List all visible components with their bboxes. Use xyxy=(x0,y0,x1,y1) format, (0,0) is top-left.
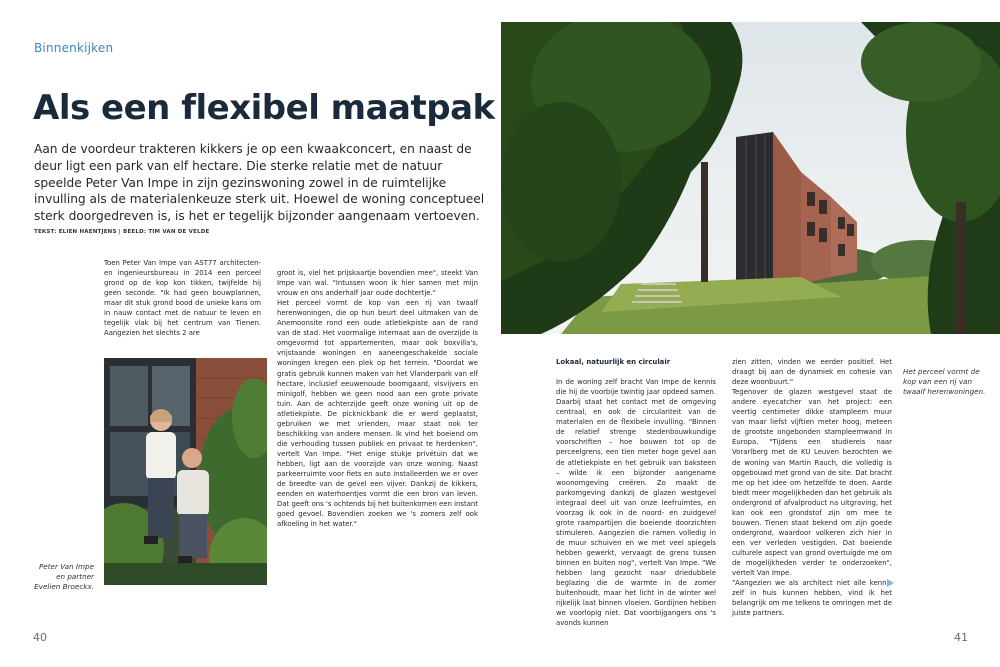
section-subheading: Lokaal, natuurlijk en circulair xyxy=(556,358,671,367)
body-text-1: Toen Peter Van Impe van AST77 architecten- en ingenieursbureau in 2014 een perceel grond op de kop kon tikken, twijfelde hij geen seconde. "Ik had geen bouwplannen, maar dit stuk grond bood de unieke kans om in nauw contact met de natuur te leven en tegelijk vlak bij het centrum van Tienen. Aangezien het slechts 2 are xyxy=(104,259,261,338)
article-credits: TEKST: ELIEN HAENTJENS | BEELD: TIM VAN DE VELDE xyxy=(34,229,210,235)
continue-arrow-icon xyxy=(887,579,894,587)
portrait-photo xyxy=(104,358,267,585)
article-intro: Aan de voordeur trakteren kikkers je op een kwaakconcert, en naast de deur ligt een park van elf hectare. Die sterke relatie met de natuur speelde Peter Van Impe in zijn gezinswoning zowel in de ruimtelijke invulling als de materialenkeuze sterk uit. Hoewel de woning conceptueel sterk doorgedreven is, is het er tegelijk bijzonder aangenaam vertoeven. xyxy=(34,142,485,224)
body-text-4: zien zitten, vinden we eerder positief. Het draagt bij aan de dynamiek en cohesie van deze woonbuurt." Tegenover de glazen westgevel staat de andere eyecatcher van het project: een veertig centimeter dikke stampleem muur van maar liefst vijftien meter hoog, meteen de grootste ongebonden stampleemwand in Europa. "Tijdens een studiereis naar Vorarlberg met de KU Leuven bezochten we de woning van Martin Rauch, die volledig is opgebouwd met grond van de site. Dat bracht me op het idee om hetzelfde te doen. Aarde biedt meer mogelijkheden dan het gebruik als ondergrond of afvalproduct na uitgraving, het kan ook een grondstof zijn om mee te bouwen. Tienen staat bekend om zijn goede ondergrond, waardoor volkeren zich hier in een ver verleden vestigden. Dat boeiende culturele aspect van grond overtuigde me om de mogelijkheden verder te onderzoeken", vertelt Van Impe. "Aangezien we als architect niet alle kennis zelf in huis kunnen hebben, vind ik het belangrijk om me telkens te omringen met de juiste partners. xyxy=(732,358,892,618)
photo-caption-right: Het perceel vormt de kop van een rij van twaalf herenwoningen. xyxy=(903,367,986,396)
building-image xyxy=(501,22,1000,334)
body-column-3 xyxy=(556,347,716,638)
page-number-left: 40 xyxy=(33,631,47,644)
page-number-right: 41 xyxy=(954,631,968,644)
portrait-image xyxy=(104,358,267,585)
article-headline: Als een flexibel maatpak xyxy=(33,88,495,128)
body-text-3: In de woning zelf bracht Van Impe de kennis die hij de voorbije twintig jaar opdeed samen. Daarbij staat het contact met de omgeving centraal, en ook de circulariteit van de materialen en de flexibele invulling. "Binnen de relatief strenge stedenbouwkundige voorschriften – hoe bouwen tot op de perceelgrens, een tien meter hoge gevel aan de atletiekpiste en het gebruik van baksteen – wilde ik een bijzonder aangename woonomgeving creëren. Zo maakt de parkomgeving dankzij de glazen westgevel integraal deel uit van onze leefruimtes, en voorzag ik ook in de noord- en zuidgevel grote raampartijen die boeiende doorzichten stimuleren. Aangezien die ramen volledig in de muur schuiven en we met veel spiegels hebben gewerkt, vervaagt de grens tussen binnen en buiten nog", vertelt Van Impe. "We hebben lang gezocht naar driedubbele beglazing die de warmte in de zomer buitenhoudt, maar het licht in de winter wel rijkelijk laat binnen vloeien. Gordijnen hebben we voorlopig niet. Dat voorbijgangers ons 's avonds kunnen xyxy=(556,378,716,628)
body-text-2: groot is, viel het prijskaartje bovendien mee", steekt Van Impe van wal. "Intussen woon ik hier samen met mijn vrouw en ons anderhalf jaar oude dochtertje." Het perceel vormt de kop van een rij van twaalf herenwoningen, die op hun beurt deel uitmaken van de Anemoonsite rond een oude atletiekpiste aan de rand van de stad. Het voormalige internaat aan de overzijde is omgevormd tot appartementen, maar ook boxvilla's, vrijstaande woningen en aaneengeschakelde sociale woningen kregen een plek op het terrein. "Doordat we gratis gebruik kunnen maken van het Vlanderpark van elf hectare, inclusief eeuwenoude boomgaard, visvijvers en minigolf, hebben we geen nood aan een grote private tuin. Aan de achterzijde geeft onze woning uit op de atletiekpiste. De picknickbank die er werd geplaatst, gebruiken we met vrienden, maar staat ook ter beschikking van andere mensen. Ik vind het boeiend om die verhouding tussen publiek en privaat te herdenken", vertelt Van Impe. "Het enige stukje privétuin dat we hebben, ligt aan de voorzijde van onze woning. Naast parkeerruimte voor fiets en auto installeerden we er over de breedte van de gevel een vijver. Dankzij de kikkers, eenden en waterhoentjes vormt die een bron van leven. Dat geeft ons 's ochtends bij het buitenkomen een instant goed gevoel. Bovendien zoeken we 's zomers zelf ook afkoeling in het water." xyxy=(277,269,478,529)
body-column-2 xyxy=(277,258,478,539)
building-photo xyxy=(501,22,1000,334)
body-column-4 xyxy=(732,347,892,628)
body-column-1 xyxy=(104,258,261,338)
photo-caption-left: Peter Van Impe en partner Evelien Broeckx. xyxy=(34,562,94,591)
section-label: Binnenkijken xyxy=(34,41,114,55)
